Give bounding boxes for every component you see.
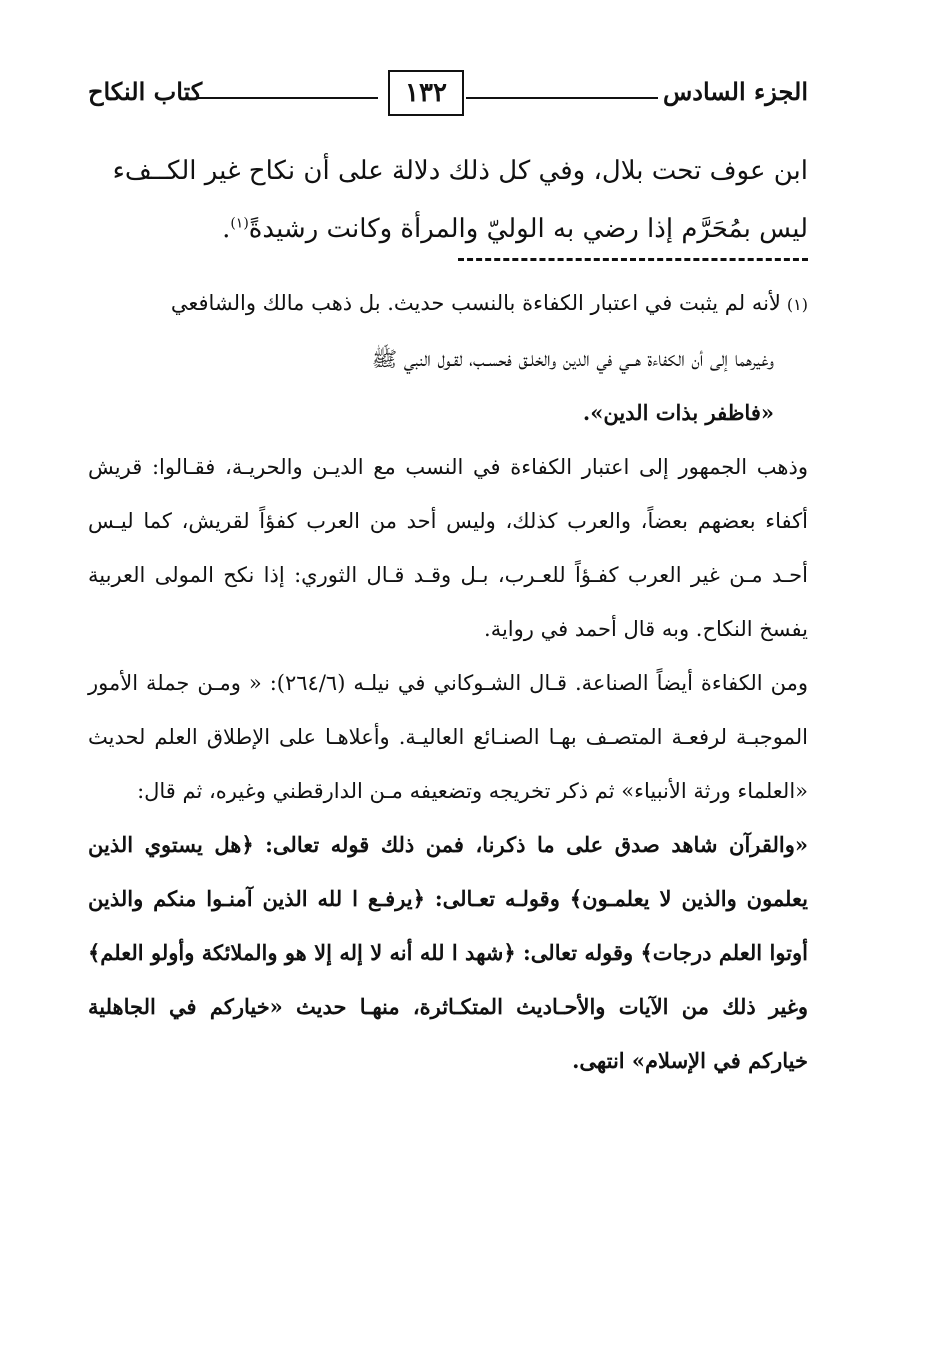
main-line-text: ليس بمُحَرَّم إذا رضي به الوليّ والمرأة وكانت رشيدةً [248,214,808,244]
book-title: كتاب النكاح [88,77,203,106]
header-rule-right [466,97,658,99]
footnote-reference: (١) [230,215,249,232]
footnote-paragraph: وذهب الجمهور إلى اعتبار الكفاءة في النسب مع الديـن والحريـة، فقـالوا: قريش أكفاء بعضهم بعضاً، والعرب كذلك، وليس أحد من العرب كفؤاً لقريش، كما ليـس أحـد مـن غير العرب كفـؤاً للعـرب، بـل وقـد قـال الثوري: إذا نكح المولى العربية يفسخ النكاح. وبه قال أحمد في رواية. [88,455,808,641]
footnote-line: وغيرهما إلى أن الكفاءة هــي في الدين والخلـق فحسـب، لقـول النبي ﷺ [371,347,774,371]
main-line: ابن عوف تحت بلال، وفي كل ذلك دلالة على أن نكاح غير الكــفء [112,156,808,186]
volume-title: الجزء السادس [662,77,808,106]
main-text [88,142,808,258]
footnote-line: «فاظفر بذات الدين». [582,400,774,425]
footnote-number: (١) [786,295,808,314]
book-page [88,66,808,1336]
footnote-line [88,276,808,332]
footnote-divider [458,258,808,261]
footnote-paragraph: «والقرآن شاهد صدق على ما ذكرنا، فمن ذلك قوله تعالى: ﴿هل يستوي الذين يعلمون والذين لا يعلمـون﴾ وقولـه تعـالى: ﴿يرفـع ا لله الذين آمنـوا منكم والذين أوتوا العلم درجات﴾ وقوله تعالى: ﴿شهد ا لله أنه لا إله إلا هو والملائكة وأولو العلم﴾ وغير ذلك من الآيات والأحـاديث المتكـاثرة، منهـا حديث «خياركم في الجاهلية خياركم في الإسلام» انتهى. [88,832,808,1073]
main-line-end: . [222,214,231,244]
main-line [88,200,808,258]
header-rule-left [198,97,378,99]
running-header [88,66,808,118]
footnote-text: لأنه لم يثبت في اعتبار الكفاءة بالنسب حديث. بل ذهب مالك والشافعي [170,291,781,315]
footnote-paragraph: ومن الكفاءة أيضاً الصناعة. قـال الشـوكاني في نيلـه (٢٦٤/٦): « ومـن جملة الأمور الموجبـة لرفعـة المتصـف بهـا الصنـائع العاليـة. وأعلاهـا على الإطلاق العلم لحديث «العلماء ورثة الأنبياء» ثم ذكر تخريجه وتضعيفه مـن الدارقطني وغيره، ثم قال: [88,671,809,803]
page-number: ١٣٢ [388,70,464,116]
footnotes [88,276,808,1088]
